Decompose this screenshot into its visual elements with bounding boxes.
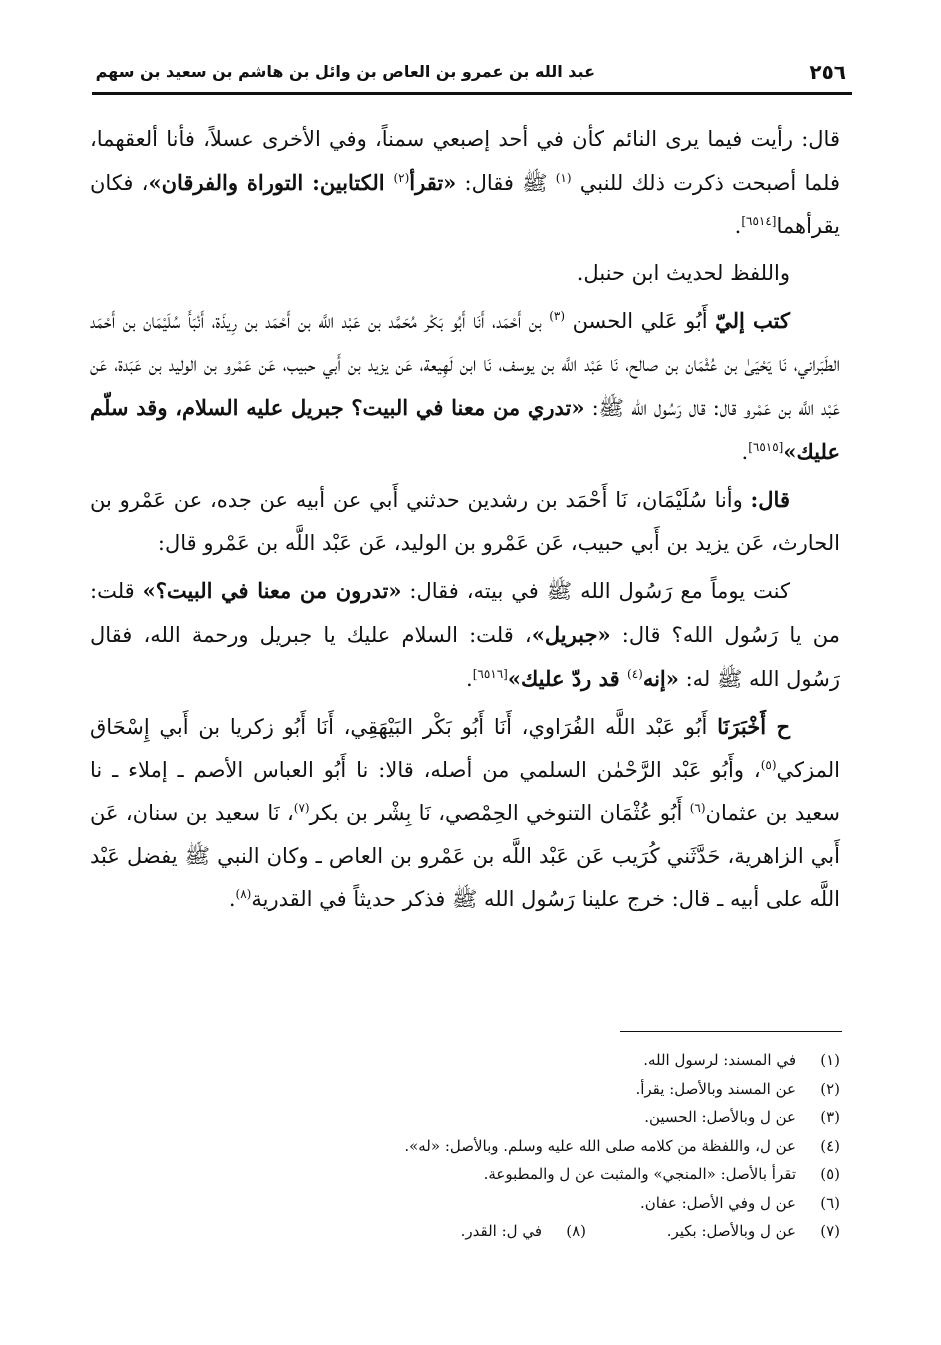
footnote-number: (٨) bbox=[566, 1222, 586, 1240]
footnote-text: تقرأ بالأصل: «المنجي» والمثبت عن ل والمطبوعة. bbox=[483, 1165, 796, 1183]
isnad-opening: ح أَخْبَرَنَا bbox=[717, 714, 790, 739]
quote: «جبريل» bbox=[531, 622, 611, 647]
page-header bbox=[90, 52, 850, 88]
main-text bbox=[90, 118, 840, 925]
footnote-1 bbox=[250, 1046, 840, 1075]
footnote-text: عن ل وفي الأصل: عفان. bbox=[639, 1193, 796, 1212]
footnote-6 bbox=[250, 1189, 840, 1218]
hadith-number: [٦٥١٤] bbox=[741, 214, 777, 228]
footnote-5 bbox=[250, 1160, 840, 1189]
footnote-number: (٥) bbox=[820, 1165, 840, 1183]
footnote-2 bbox=[250, 1075, 840, 1104]
text: قلت: من يا رَسُول الله؟ قال: bbox=[90, 579, 841, 647]
paragraph-3 bbox=[90, 299, 840, 474]
text: وأنا سُلَيْمَان، نَا أَحْمَد بن رشدين حدثني أَبي عن أبيه عن جده، عن عَمْرو بن الحارث، عَن يزيد بن أَبي حبيب، عَن عَمْرو بن الوليد، عَن عَبْد اللَّه بن عَمْرو قال: bbox=[90, 488, 840, 555]
footnote-text: في المسند: لرسول الله. bbox=[643, 1051, 796, 1069]
footnote-row-7-8 bbox=[250, 1217, 840, 1246]
footnote-text: عن ل وبالأصل: بكير. bbox=[666, 1222, 796, 1240]
running-title: عبد الله بن عمرو بن العاص بن وائل بن هاشم بن سعيد بن سهم bbox=[95, 62, 595, 81]
quote: قد ردّ عليك» bbox=[507, 666, 627, 691]
footnote-text: في ل: القدر. bbox=[460, 1222, 542, 1240]
paragraph-1 bbox=[90, 118, 840, 248]
footnote-marker: (٨) bbox=[235, 887, 252, 901]
footnote-marker: (٥) bbox=[760, 758, 777, 772]
text: ، قلت: السلام عليك يا جبريل ورحمة الله، فقال رَسُول الله ﷺ له: bbox=[90, 623, 840, 691]
footnotes bbox=[250, 1046, 840, 1246]
paragraph-2: واللفظ لحديث ابن حنبل. bbox=[576, 261, 790, 285]
footnote-4 bbox=[250, 1132, 840, 1161]
footnote-marker: (١) bbox=[555, 171, 572, 185]
footnote-number: (٣) bbox=[820, 1108, 840, 1126]
paragraph-6 bbox=[90, 705, 840, 921]
footnote-marker: (٢) bbox=[393, 171, 410, 185]
text: أَبُو عَلي الحسن bbox=[565, 309, 716, 333]
isnad-opening: كتب إليّ bbox=[715, 308, 790, 333]
footnote-number: (٦) bbox=[820, 1193, 840, 1212]
header-rule bbox=[92, 92, 852, 95]
text: كنت يوماً مع رَسُول الله ﷺ في بيته، فقال: bbox=[401, 579, 790, 603]
paragraph-5 bbox=[90, 569, 840, 701]
quote: الكتابين: التوراة والفرقان» bbox=[148, 170, 394, 195]
text: ، فكان يقرأهما bbox=[90, 171, 840, 238]
footnote-number: (٤) bbox=[820, 1136, 840, 1155]
text: ، وأَبُو عَبْد الرَّحْمٰن السلمي من أصله، قالا: نا أَبُو العباس الأصم ـ إملاء ـ نا سعيد بن عثمان bbox=[90, 758, 840, 825]
quote: «تقرأ bbox=[409, 170, 457, 195]
text: ﷺ فقال: bbox=[456, 171, 556, 195]
text: قال: رأيت فيما يرى النائم كأن في أحد إصبعي سمناً، وفي الأخرى عسلاً، فأنا ألعقهما، فلما أصبحت ذكرت ذلك للنبي bbox=[90, 127, 840, 195]
text: . bbox=[466, 667, 473, 691]
footnote-marker: (٤) bbox=[627, 667, 643, 681]
footnote-number: (٢) bbox=[820, 1079, 840, 1098]
text: . bbox=[734, 214, 742, 238]
footnote-text: عن المسند وبالأصل: يقرأ. bbox=[635, 1079, 796, 1098]
quote: «تدرون من معنا في البيت؟» bbox=[142, 578, 402, 603]
text: . bbox=[741, 440, 749, 464]
text: أَبُو عُثْمَان التنوخي الحِمْصي، نَا بِشْر بن بكر bbox=[309, 801, 690, 825]
text: . bbox=[228, 887, 236, 911]
quote: «تدري من معنا في البيت؟ جبريل عليه السلام، وقد سلّم عليك» bbox=[90, 395, 840, 464]
footnote-3 bbox=[250, 1103, 840, 1132]
page-number: ٢٥٦ bbox=[809, 60, 846, 84]
paragraph-4 bbox=[90, 478, 840, 565]
footnote-marker: (٣) bbox=[549, 309, 566, 323]
footnote-separator bbox=[620, 1031, 842, 1032]
footnote-text: عن ل، واللفظة من كلامه صلى الله عليه وسلم. وبالأصل: «له». bbox=[404, 1136, 796, 1155]
footnote-number: (١) bbox=[820, 1051, 840, 1069]
text: ، نَا سعيد بن سنان، عَن أَبي الزاهرية، حَدَّثَني كُرَيب عَن عَبْد اللَّه بن عَمْرو بن العاص ـ وكان النبي ﷺ يفضل عَبْد اللَّه على أبيه ـ قال: خرج علينا رَسُول الله ﷺ فذكر حديثاً في القدرية bbox=[90, 801, 840, 911]
footnote-number: (٧) bbox=[820, 1222, 840, 1240]
footnote-marker: (٦) bbox=[689, 801, 706, 815]
quote: «إنه bbox=[642, 666, 679, 691]
hadith-number: [٦٥١٥] bbox=[748, 440, 784, 454]
text: أَبُو عَبْد اللَّه الفُرَاوي، أَنَا أَبُو بَكْر البَيْهَقِي، أَنَا أَبُو زكريا بن أَبي إِسْحَاق المزكي bbox=[90, 715, 840, 782]
footnote-text: عن ل وبالأصل: الحسين. bbox=[644, 1108, 796, 1126]
text: بن أَحْمَد، أَنَا أَبُو بَكْر مُحَمَّد بن عَبْد اللَّه بن أَحْمَد بن رِيذَة، أَنْبَأَ سُلَيْمَان بن أَحْمَد الطَبَراني، نَا يَحْيَىٰ بن عُثْمَان بن صالح، نَا عَبْد اللَّه بن يوسف، نَا ابن لَهِيعة، عَن يزيد بن أَبي حبيب، عَن عَمْرو بن الوليد بن عَبَدة، عَن عَبْد اللَّه بن عَمْرو قال: قال رَسُول الله ﷺ: bbox=[90, 309, 840, 420]
isnad-opening: قال: bbox=[750, 487, 790, 512]
footnote-marker: (٧) bbox=[293, 801, 310, 815]
hadith-number: [٦٥١٦] bbox=[472, 667, 508, 681]
